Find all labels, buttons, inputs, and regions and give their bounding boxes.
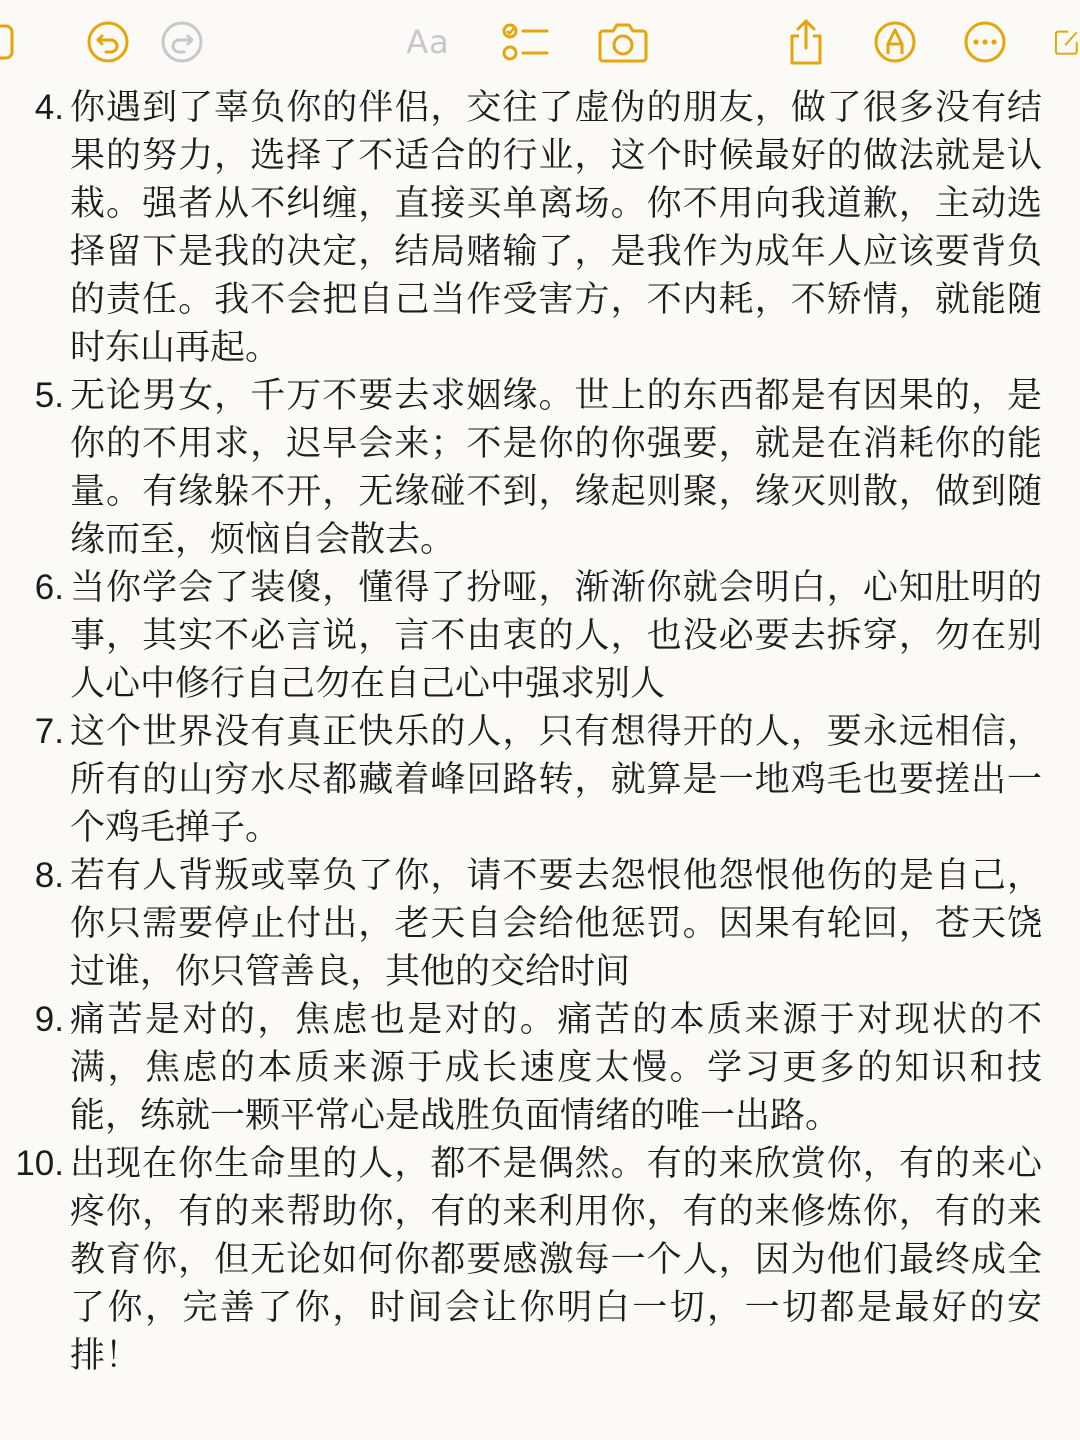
note-body[interactable]: [0, 84, 1080, 1380]
list-item: [0, 564, 1080, 708]
list-item: [0, 852, 1080, 996]
list-item-number: 10.: [15, 1144, 64, 1183]
list-item: [0, 708, 1080, 852]
format-text-button[interactable]: [398, 14, 458, 70]
camera-icon[interactable]: [598, 14, 648, 70]
list-item-text: 无论男女，千万不要去求姻缘。世上的东西都是有因果的，是你的不用求，迟早会来；不是你的你强要，就是在消耗你的能量。有缘躲不开，无缘碰不到，缘起则聚，缘灭则散，做到随缘而至，烦恼自会散去。: [70, 376, 1042, 560]
list-item-text: 若有人背叛或辜负了你，请不要去怨恨他怨恨他伤的是自己，你只需要停止付出，老天自会给他惩罚。因果有轮回，苍天饶过谁，你只管善良，其他的交给时间: [70, 856, 1042, 992]
more-icon[interactable]: [962, 14, 1008, 70]
list-item: [0, 1140, 1080, 1380]
list-item-text: 出现在你生命里的人，都不是偶然。有的来欣赏你，有的来心疼你，有的来帮助你，有的来利用你，有的来修炼你，有的来教育你，但无论如何你都要感激每一个人，因为他们最终成全了你，完善了你，时间会让你明白一切，一切都是最好的安排！: [70, 1144, 1042, 1376]
list-item: [0, 372, 1080, 564]
list-item-text: 这个世界没有真正快乐的人，只有想得开的人，要永远相信，所有的山穷水尽都藏着峰回路转，就算是一地鸡毛也要搓出一个鸡毛掸子。: [70, 712, 1042, 848]
markup-pen-icon[interactable]: [872, 14, 918, 70]
redo-icon[interactable]: [158, 14, 206, 70]
list-item-number: 8.: [34, 856, 64, 895]
list-item-text: 痛苦是对的，焦虑也是对的。痛苦的本质来源于对现状的不满，焦虑的本质来源于成长速度太慢。学习更多的知识和技能，练就一颗平常心是战胜负面情绪的唯一出路。: [70, 1000, 1042, 1136]
undo-icon[interactable]: [84, 14, 132, 70]
left-edge-icon[interactable]: [0, 14, 14, 70]
list-item-text: 当你学会了装傻，懂得了扮哑，渐渐你就会明白，心知肚明的事，其实不必言说，言不由衷的人，也没必要去拆穿，勿在别人心中修行自己勿在自己心中强求别人: [70, 568, 1042, 704]
list-item-number: 6.: [34, 568, 64, 607]
list-item: [0, 996, 1080, 1140]
format-text-label: Aa: [406, 23, 450, 61]
list-item: [0, 84, 1080, 372]
share-icon[interactable]: [784, 14, 828, 70]
list-item-text: 你遇到了辜负你的伴侣，交往了虚伪的朋友，做了很多没有结果的努力，选择了不适合的行业，这个时候最好的做法就是认栽。强者从不纠缠，直接买单离场。你不用向我道歉，主动选择留下是我的决定，结局赌输了，是我作为成年人应该要背负的责任。我不会把自己当作受害方，不内耗，不矫情，就能随时东山再起。: [70, 88, 1042, 368]
list-item-number: 7.: [34, 712, 64, 751]
checklist-icon[interactable]: [500, 14, 550, 70]
compose-icon[interactable]: [1054, 14, 1080, 70]
list-item-number: 4.: [34, 88, 64, 127]
list-item-number: 9.: [34, 1000, 64, 1039]
notes-toolbar: [0, 0, 1080, 84]
list-item-number: 5.: [34, 376, 64, 415]
